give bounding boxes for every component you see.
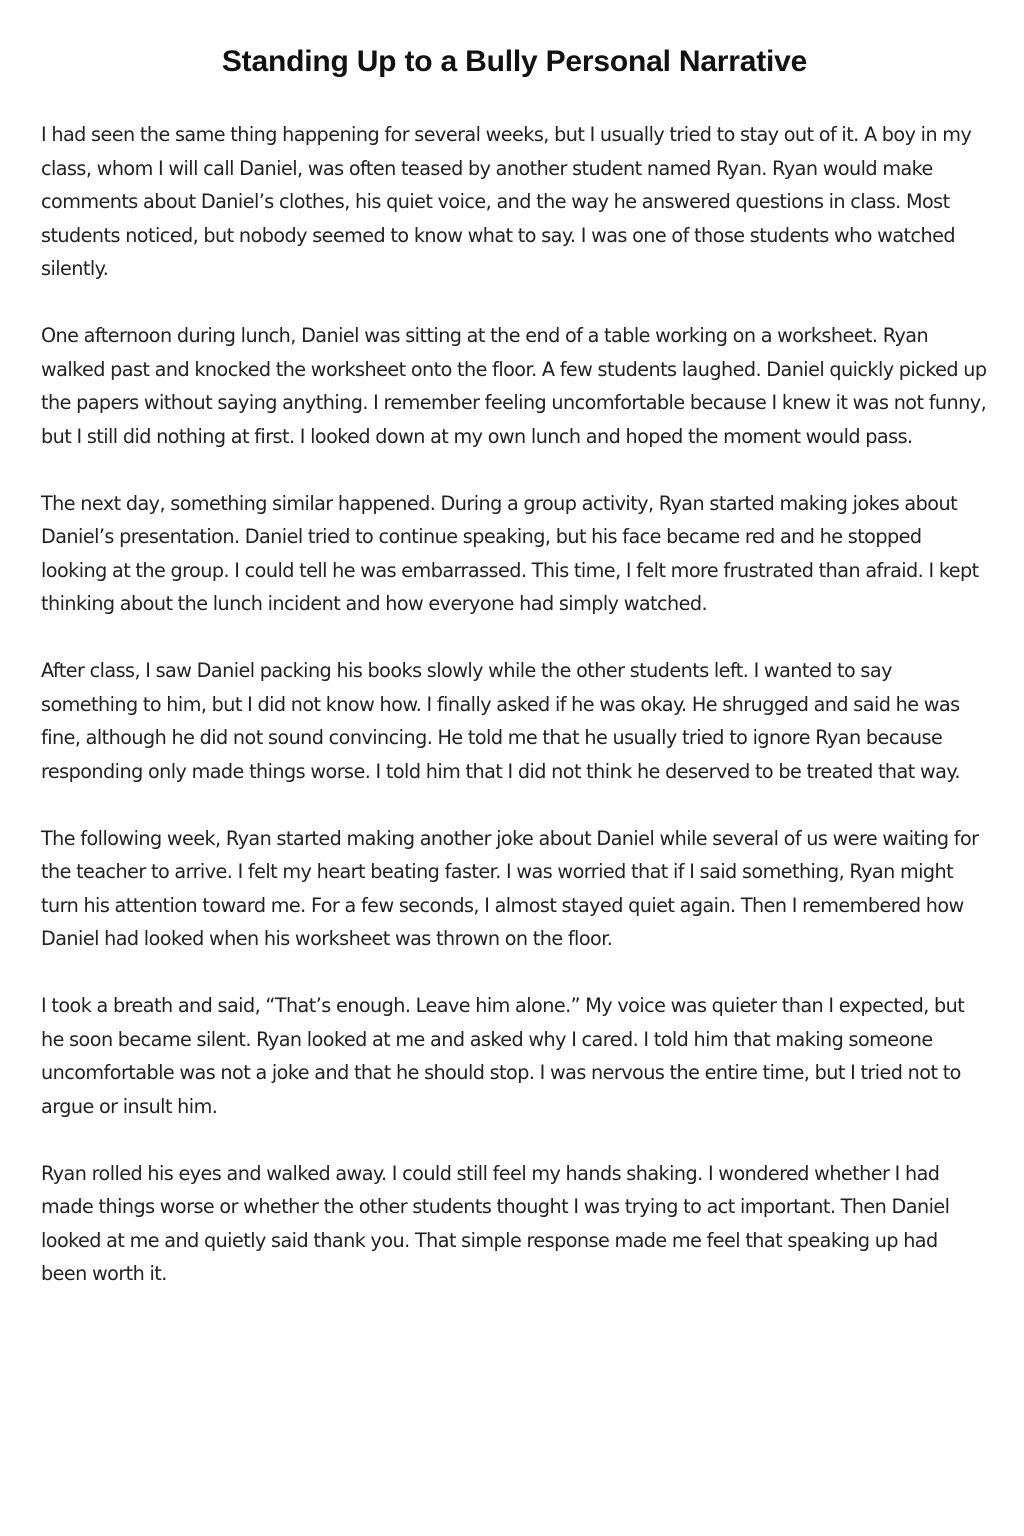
paragraph-1: I had seen the same thing happening for several weeks, but I usually tried to stay out of it. A boy in my class, whom I will call Daniel, was often teased by another student named Ryan. Ryan would make comments about Daniel’s clothes, his quiet voice, and the way he answered questions in class. Most students noticed, but nobody seemed to know what to say. I was one of those students who watched silently. bbox=[41, 123, 972, 280]
paragraph-4: After class, I saw Daniel packing his books slowly while the other students left. I wanted to say something to him, but I did not know how. I finally asked if he was okay. He shrugged and said he was fine, although he did not sound convincing. He told me that he usually tried to ignore Ryan because responding only made things worse. I told him that I did not think he deserved to be treated that way. bbox=[41, 659, 960, 783]
paragraph-7: Ryan rolled his eyes and walked away. I could still feel my hands shaking. I wondered whether I had made things worse or whether the other students thought I was trying to act important. Then Daniel looked at me and quietly said thank you. That simple response made me feel that speaking up had been worth it. bbox=[41, 1161, 950, 1285]
document-title: Standing Up to a Bully Personal Narrative bbox=[221, 45, 808, 78]
document-body bbox=[41, 118, 988, 1291]
paragraph-2: One afternoon during lunch, Daniel was sitting at the end of a table working on a worksheet. Ryan walked past and knocked the worksheet onto the floor. A few students laughed. Daniel quickly picked up the papers without saying anything. I remember feeling uncomfortable because I knew it was not funny, but I still did nothing at first. I looked down at my own lunch and hoped the moment would pass. bbox=[41, 324, 987, 448]
paragraph-6: I took a breath and said, “That’s enough. Leave him alone.” My voice was quieter than I expected, but he soon became silent. Ryan looked at me and asked why I cared. I told him that making someone uncomfortable was not a joke and that he should stop. I was nervous the entire time, but I tried not to argue or insult him. bbox=[41, 994, 965, 1118]
paragraph-3: The next day, something similar happened. During a group activity, Ryan started making jokes about Daniel’s presentation. Daniel tried to continue speaking, but his face became red and he stopped looking at the group. I could tell he was embarrassed. This time, I felt more frustrated than afraid. I kept thinking about the lunch incident and how everyone had simply watched. bbox=[41, 491, 979, 615]
paragraph-5: The following week, Ryan started making another joke about Daniel while several of us were waiting for the teacher to arrive. I felt my heart beating faster. I was worried that if I said something, Ryan might turn his attention toward me. For a few seconds, I almost stayed quiet again. Then I remembered how Daniel had looked when his worksheet was thrown on the floor. bbox=[41, 826, 979, 950]
